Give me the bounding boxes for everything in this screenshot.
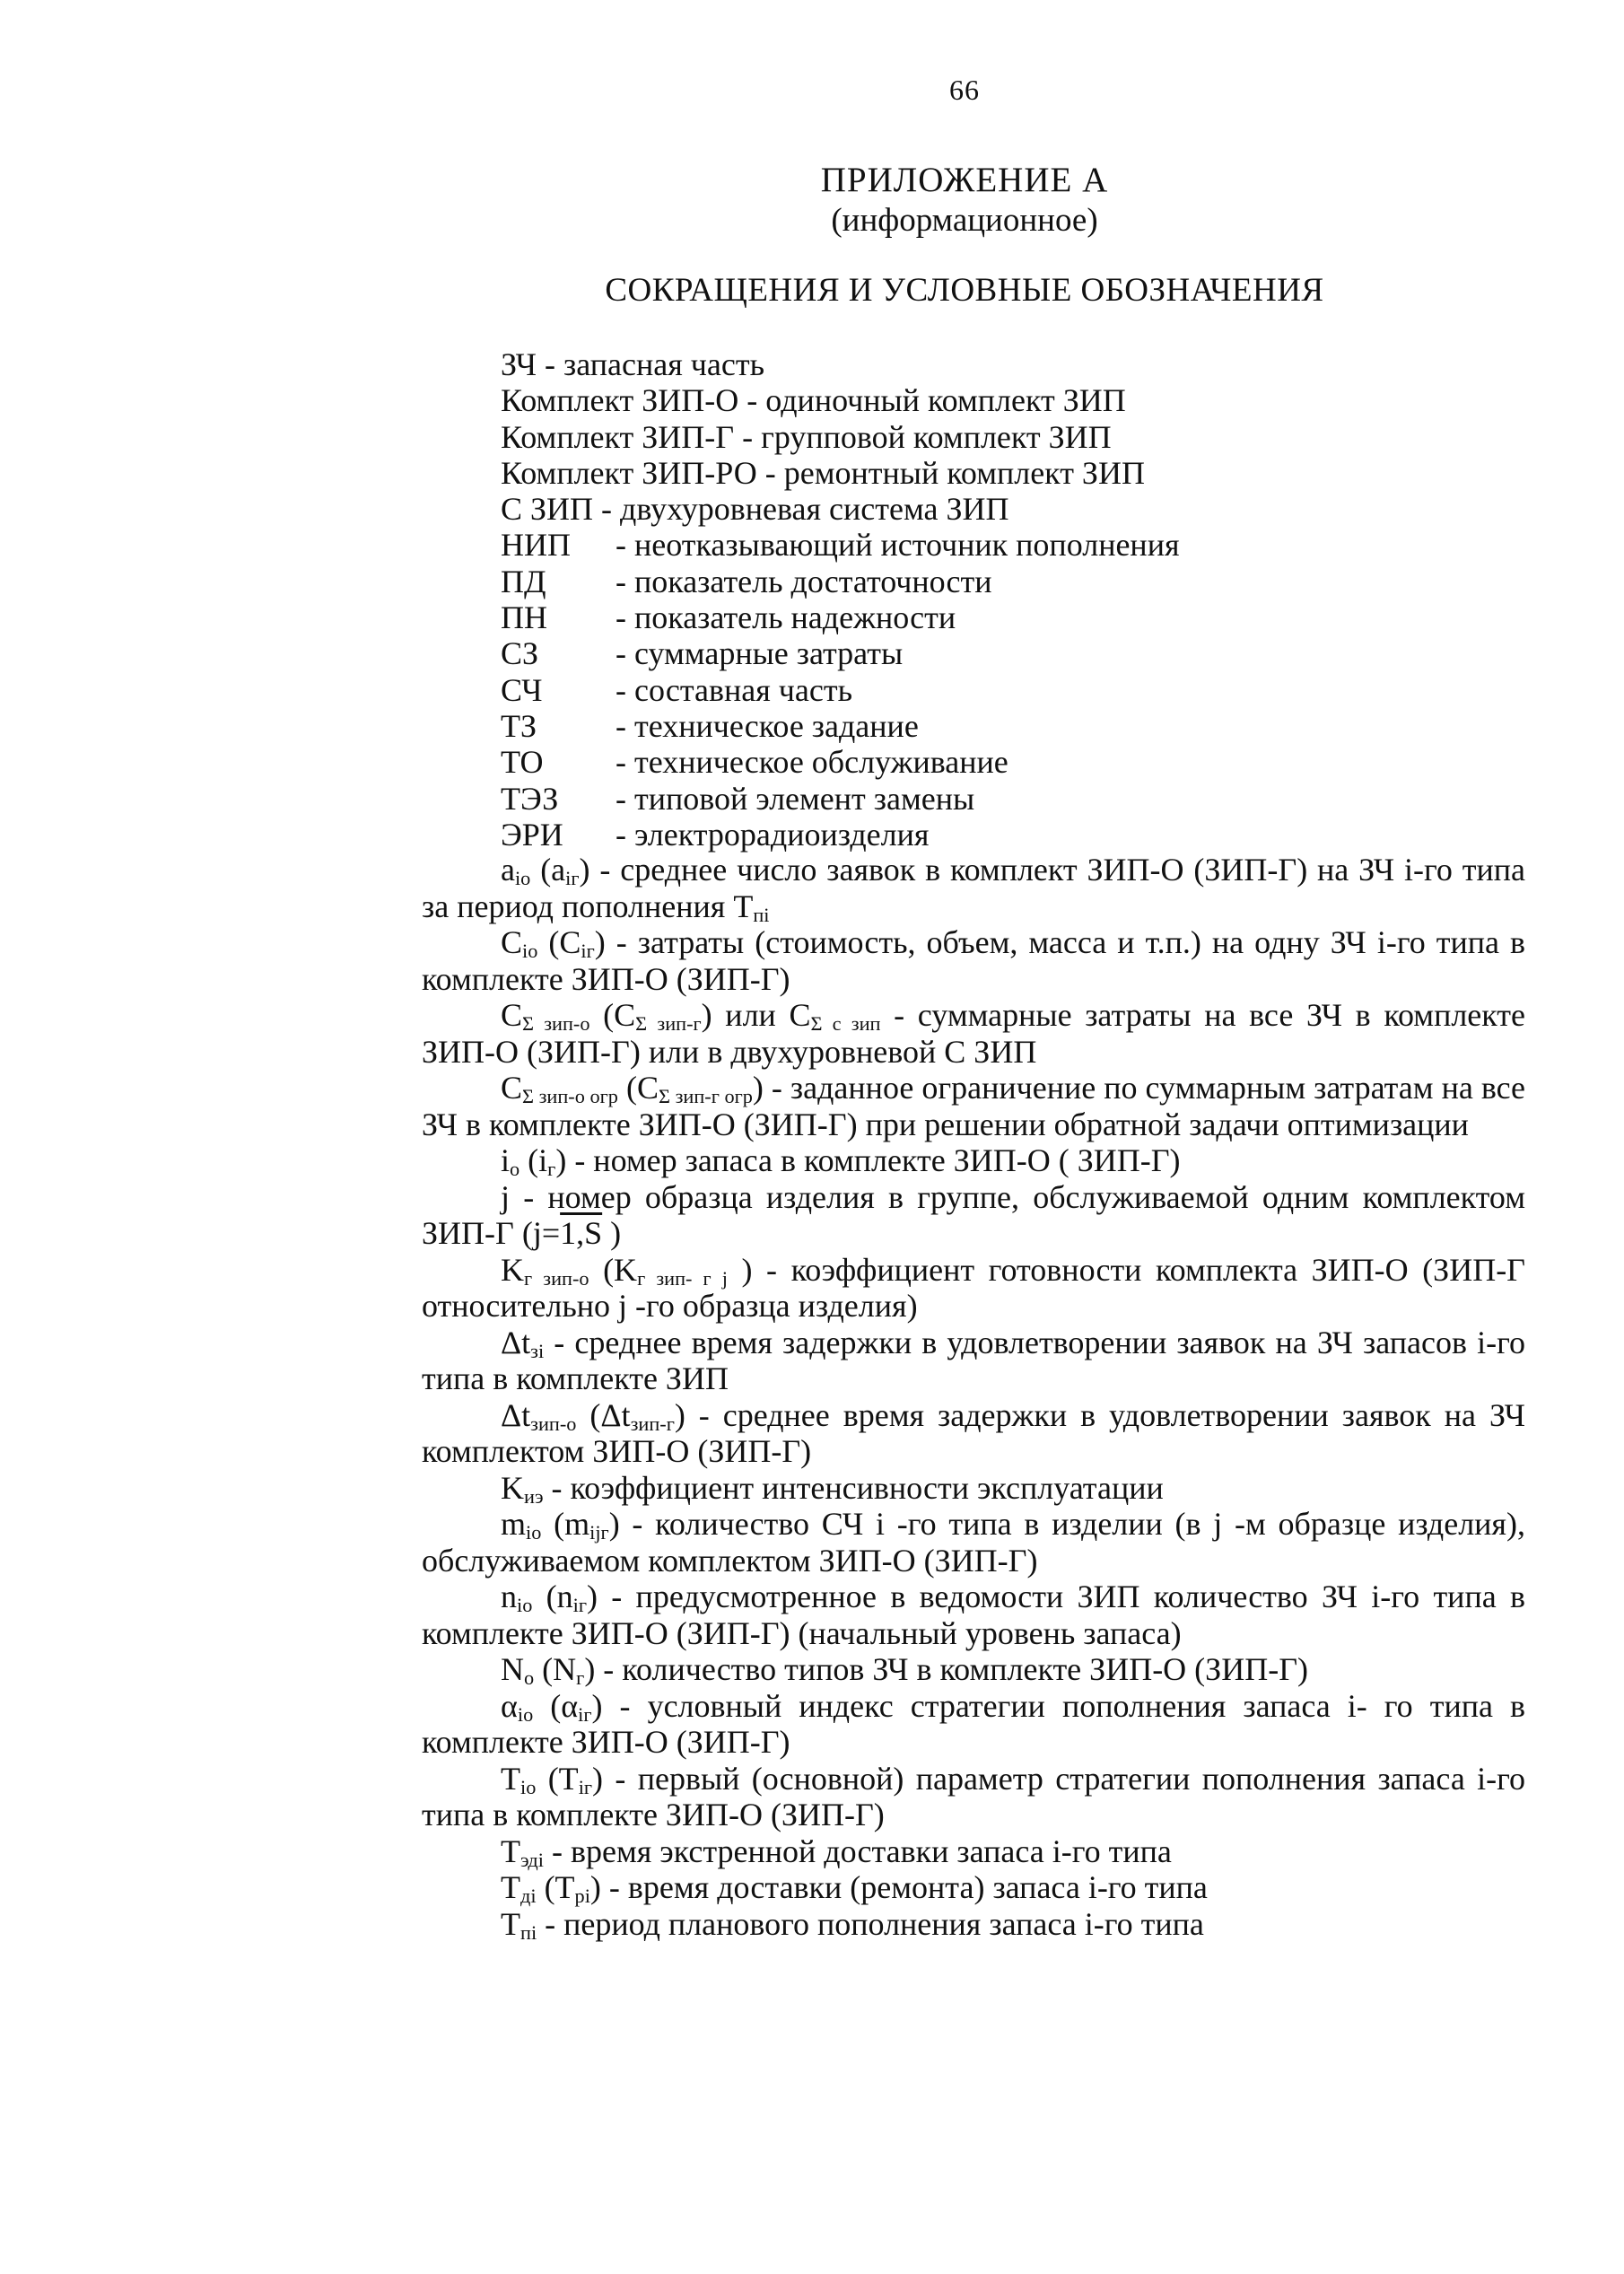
abbreviation-term: СЧ <box>501 671 543 708</box>
definition-paragraph <box>422 1833 1525 1870</box>
definition-text: (C <box>589 997 636 1033</box>
subscript: Σ с зип <box>810 1011 881 1035</box>
subscript: iг <box>565 866 580 889</box>
definition-paragraph <box>422 924 1525 997</box>
definition-text: ) - заданное ограничение по суммарным затратам на все ЗЧ в комплекте ЗИП-О (ЗИП-Г) при решении обратной задачи оптимизации <box>422 1070 1526 1142</box>
abbreviation-term: СЗ <box>501 635 539 672</box>
definition-text: K <box>501 1469 524 1506</box>
abbreviation-row <box>501 708 1524 744</box>
definition-text: Δt <box>501 1324 531 1360</box>
subscript: иэ <box>524 1484 544 1508</box>
subscript: г <box>576 1666 585 1689</box>
subscript: io <box>514 866 531 889</box>
definition-text: ) - затраты (стоимость, объем, масса и т.п.) на одну ЗЧ i-го типа в комплекте ЗИП-О (ЗИП-Г) <box>422 924 1526 997</box>
definition-paragraph <box>422 1325 1525 1397</box>
abbreviation-line: ЗЧ - запасная часть <box>501 346 765 382</box>
abbreviation-row <box>501 781 1524 817</box>
abbreviation-meaning: - электрорадиоизделия <box>616 816 930 853</box>
abbreviation-row <box>501 527 1524 563</box>
abbreviation-meaning: - типовой элемент замены <box>616 780 975 817</box>
definition-text: ) - номер запаса в комплекте ЗИП-О ( ЗИП-Г) <box>555 1142 1181 1178</box>
subscript: iг <box>578 1702 592 1726</box>
subscript: ijг <box>589 1520 609 1544</box>
definition-paragraph <box>422 1651 1525 1688</box>
definition-text: ) - первый (основной) параметр стратегии пополнения запаса i-го типа в комплекте ЗИП-О (ЗИП-Г) <box>422 1760 1525 1832</box>
subscript: io <box>517 1593 533 1616</box>
abbreviation-row <box>501 635 1524 671</box>
definition-text: m <box>501 1506 527 1542</box>
abbreviation-line: С ЗИП - двухуровневая система ЗИП <box>501 491 1009 528</box>
abbreviation-term: ЭРИ <box>501 816 563 853</box>
definition-text: (K <box>589 1251 638 1288</box>
definition-text: T <box>501 1869 520 1905</box>
appendix-subtitle: (информационное) <box>831 202 1098 239</box>
appendix-title: ПРИЛОЖЕНИЕ А <box>820 161 1109 199</box>
subscript: iг <box>581 939 595 962</box>
definition-text: ) - среднее время задержки в удовлетворении заявок на ЗЧ комплектом ЗИП-О (ЗИП-Г) <box>422 1396 1526 1469</box>
definition-text: α <box>501 1687 518 1724</box>
abbreviation-meaning: - показатель надежности <box>616 599 956 636</box>
definition-text: (i <box>520 1142 548 1178</box>
definition-text: ) <box>602 1215 622 1251</box>
definition-paragraph <box>422 1579 1525 1651</box>
definition-text: ) - предусмотренное в ведомости ЗИП количество ЗЧ i-го типа в комплекте ЗИП-О (ЗИП-Г) (начальный уровень запаса) <box>422 1579 1525 1651</box>
definition-text: T <box>501 1760 520 1797</box>
definition-paragraph <box>422 1761 1525 1833</box>
definition-text: C <box>501 1070 523 1106</box>
definition-text: ) - коэффициент готовности комплекта ЗИП-О (ЗИП-Г относительно j -го образца изделия) <box>422 1251 1525 1324</box>
definition-text: (C <box>617 1070 659 1106</box>
subscript: io <box>522 939 538 962</box>
subscript: пi <box>520 1920 537 1944</box>
definition-text: ) - среднее число заявок в комплект ЗИП-О (ЗИП-Г) на ЗЧ i-го типа за период пополнения T <box>422 852 1526 924</box>
definition-text: (α <box>533 1687 579 1724</box>
definition-text: K <box>501 1251 524 1288</box>
definition-text: - суммарные затраты на все ЗЧ в комплекте ЗИП-О (ЗИП-Г) или в двухуровневой С ЗИП <box>422 997 1526 1070</box>
abbreviation-meaning: - техническое задание <box>616 707 919 744</box>
definition-paragraph <box>422 1142 1525 1179</box>
section-title: СОКРАЩЕНИЯ И УСЛОВНЫЕ ОБОЗНАЧЕНИЯ <box>605 272 1324 309</box>
subscript: io <box>517 1702 534 1726</box>
abbreviation-list <box>501 346 1524 853</box>
definition-text: Δt <box>501 1396 531 1433</box>
definition-paragraph <box>422 1869 1525 1906</box>
definition-text: a <box>501 852 515 888</box>
definition-text: ) или C <box>701 997 811 1033</box>
abbreviation-term: ПД <box>501 563 546 599</box>
abbreviation-term: НИП <box>501 527 571 564</box>
abbreviation-meaning: - неотказывающий источник пополнения <box>616 527 1180 564</box>
subscript: пi <box>753 903 770 926</box>
definition-text: (n <box>532 1579 573 1614</box>
subscript: Σ зип-о огр <box>522 1084 618 1107</box>
definition-paragraph <box>422 1179 1525 1252</box>
abbreviation-row <box>501 817 1524 853</box>
definition-text: N <box>501 1651 524 1687</box>
definition-text: (m <box>541 1506 590 1542</box>
definition-paragraph <box>422 1470 1525 1507</box>
subscript: io <box>526 1520 542 1544</box>
definition-text: ) - количество типов ЗЧ в комплекте ЗИП-О (ЗИП-Г) <box>584 1651 1308 1687</box>
abbreviation-row <box>501 599 1524 635</box>
subscript: o <box>524 1666 535 1689</box>
subscript: г зип- г j <box>637 1266 729 1290</box>
abbreviation-term: ТЭЗ <box>501 780 559 817</box>
subscript: iг <box>572 1593 587 1616</box>
subscript: o <box>510 1157 520 1180</box>
definition-text: j - номер образца изделия в группе, обслуживаемой одним комплектом ЗИП-Г (j= <box>422 1178 1525 1251</box>
subscript: Σ зип-о <box>522 1011 590 1035</box>
definition-text: T <box>501 1832 520 1869</box>
subscript: iг <box>578 1775 593 1798</box>
definition-text: (T <box>536 1760 579 1797</box>
subscript: рi <box>574 1884 590 1907</box>
definition-text: i <box>501 1142 511 1178</box>
subscript: Σ зип-г <box>635 1011 702 1035</box>
definition-text: - время экстренной доставки запаса i-го типа <box>543 1832 1172 1869</box>
abbreviation-line: Комплект ЗИП-Г - групповой комплект ЗИП <box>501 418 1112 455</box>
definition-text: (C <box>537 924 581 960</box>
abbreviation-row <box>501 672 1524 708</box>
abbreviation-line: Комплект ЗИП-О - одиночный комплект ЗИП <box>501 382 1126 419</box>
notation-definitions <box>422 852 1525 1942</box>
abbreviation-term: ТЗ <box>501 707 537 744</box>
subscript: Σ зип-г огр <box>658 1084 753 1107</box>
definition-paragraph <box>422 1688 1525 1761</box>
subscript: г зип-о <box>524 1266 589 1290</box>
subscript: зип-о <box>530 1412 577 1435</box>
abbreviation-meaning: - показатель достаточности <box>616 563 992 599</box>
definition-text: C <box>501 924 523 960</box>
abbreviation-term: ПН <box>501 599 547 636</box>
definition-text: ) - условный индекс стратегии пополнения запаса i- го типа в комплекте ЗИП-О (ЗИП-Г) <box>422 1687 1526 1760</box>
subscript: г <box>547 1157 556 1180</box>
definition-text: C <box>501 997 523 1033</box>
definition-text: (Δt <box>576 1396 631 1433</box>
overline-range: 1,S <box>560 1215 603 1251</box>
definition-text: (a <box>530 852 566 888</box>
abbreviation-row <box>501 564 1524 599</box>
abbreviation-row <box>501 744 1524 780</box>
definition-text: - коэффициент интенсивности эксплуатации <box>543 1469 1164 1506</box>
subscript: зi <box>530 1339 545 1362</box>
definition-text: ) - количество СЧ i -го типа в изделии (в j -м образце изделия), обслуживаемом комплектом ЗИП-О (ЗИП-Г) <box>422 1506 1525 1579</box>
subscript: эдi <box>520 1848 544 1871</box>
definition-paragraph <box>422 997 1525 1070</box>
abbreviation-meaning: - суммарные затраты <box>616 635 904 672</box>
abbreviation-line: Комплект ЗИП-РО - ремонтный комплект ЗИП <box>501 454 1145 491</box>
abbreviation-term: ТО <box>501 744 544 781</box>
subscript: дi <box>520 1884 537 1907</box>
definition-text: - среднее время задержки в удовлетворении заявок на ЗЧ запасов i-го типа в комплекте ЗИП <box>422 1324 1525 1396</box>
subscript: зип-г <box>630 1412 675 1435</box>
definition-text: T <box>501 1905 520 1942</box>
definition-paragraph <box>422 1906 1525 1943</box>
abbreviation-meaning: - составная часть <box>616 671 853 708</box>
page-number: 66 <box>949 74 980 106</box>
definition-text: ) - время доставки (ремонта) запаса i-го типа <box>589 1869 1208 1905</box>
definition-text: n <box>501 1579 517 1614</box>
definition-paragraph <box>422 1506 1525 1579</box>
abbreviation-meaning: - техническое обслуживание <box>616 744 1008 781</box>
definition-text: (T <box>536 1869 575 1905</box>
definition-text: - период планового пополнения запаса i-го типа <box>537 1905 1204 1942</box>
subscript: io <box>520 1775 537 1798</box>
definition-paragraph <box>422 1252 1525 1325</box>
definition-paragraph <box>422 1070 1525 1142</box>
definition-paragraph <box>422 852 1525 924</box>
definition-text: (N <box>534 1651 577 1687</box>
definition-paragraph <box>422 1397 1525 1470</box>
